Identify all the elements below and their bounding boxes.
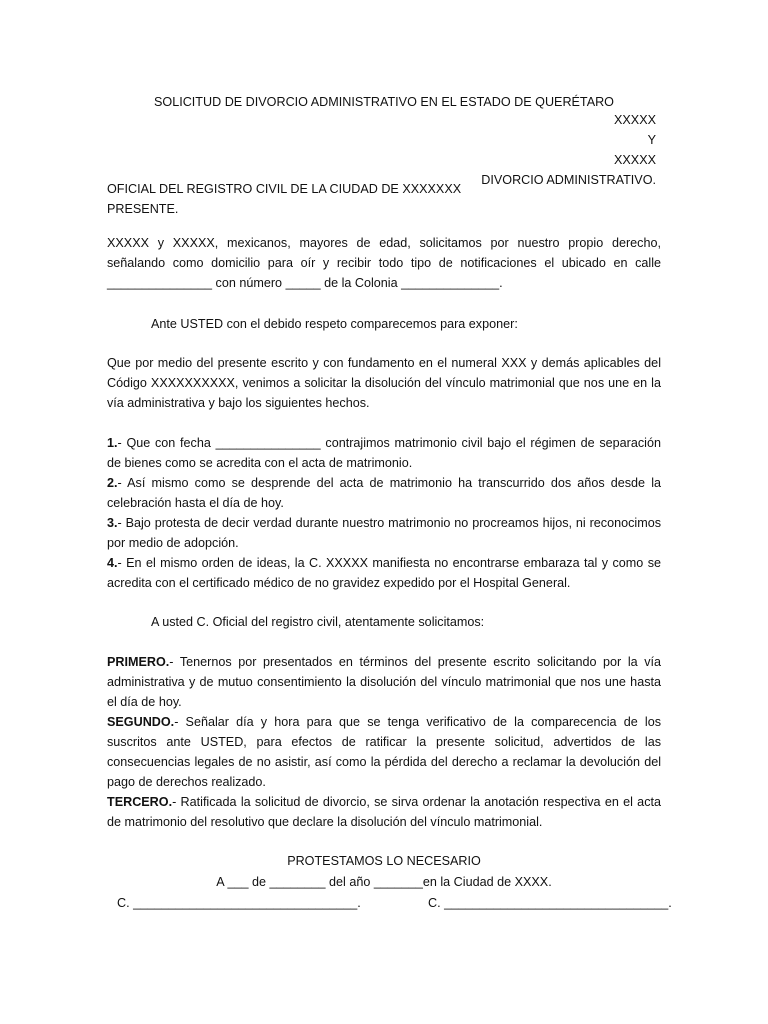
fact-text: - Así mismo como se desprende del acta de matrimonio ha transcurrido dos años desde la celebración hasta el día de hoy. [107,476,661,510]
header-right-line: DIVORCIO ADMINISTRATIVO. [481,173,656,187]
header-right-line: XXXXX [614,113,656,127]
petition-text: - Tenernos por presentados en términos del presente escrito solicitando por la vía administrativa y de mutuo consentimiento la disolución del vínculo matrimonial que nos une hasta el día de hoy. [107,655,661,709]
solicitamos-text: A usted C. Oficial del registro civil, atentamente solicitamos: [151,615,485,629]
addressee-block [107,179,461,219]
ante-text: Ante USTED con el debido respeto comparecemos para exponer: [151,317,518,331]
fact-number: 1. [107,436,118,450]
fact-text: - En el mismo orden de ideas, la C. XXXXX manifiesta no encontrarse embaraza tal y como se acredita con el certificado médico de no gravidez expedido por el Hospital General. [107,556,661,590]
fact-item [107,513,661,553]
fact-number: 3. [107,516,118,530]
petition-text: - Ratificada la solicitud de divorcio, se sirva ordenar la anotación respectiva en el acta de matrimonio del resolutivo que declare la disolución del vínculo matrimonial. [107,795,661,829]
facts-list [107,433,661,593]
petition-item [107,712,661,792]
petitions-list [107,652,661,832]
addressee-line: OFICIAL DEL REGISTRO CIVIL DE LA CIUDAD DE XXXXXXX [107,182,462,196]
fact-text: - Que con fecha _______________ contrajimos matrimonio civil bajo el régimen de separación de bienes como se acredita con el acta de matrimonio. [107,436,661,470]
petition-text: - Señalar día y hora para que se tenga verificativo de la comparecencia de los suscritos ante USTED, para efectos de ratificar la presente solicitud, advertidos de las consecuencias legales de no asistir, así como la pérdida del derecho a reclamar la devolución del pago de derechos realizado. [107,715,661,789]
petition-label: SEGUNDO. [107,715,175,729]
fact-number: 4. [107,556,118,570]
intro-text: XXXXX y XXXXX, mexicanos, mayores de edad, solicitamos por nuestro propio derecho, señalando como domicilio para oír y recibir todo tipo de notificaciones el ubicado en calle _______________ con número _____ de la Colonia ______________. [107,236,661,290]
protestamos-heading: PROTESTAMOS LO NECESARIO [287,854,481,868]
que-text: Que por medio del presente escrito y con fundamento en el numeral XXX y demás aplicables del Código XXXXXXXXXX, venimos a solicitar la disolución del vínculo matrimonial que nos une en la vía administrativa y bajo los siguientes hechos. [107,356,661,410]
fact-item [107,473,661,513]
document-title: SOLICITUD DE DIVORCIO ADMINISTRATIVO EN EL ESTADO DE QUERÉTARO [154,95,614,109]
petition-label: PRIMERO. [107,655,170,669]
addressee-line: PRESENTE. [107,202,179,216]
fact-item [107,553,661,593]
date-line: A ___ de ________ del año _______en la Ciudad de XXXX. [216,875,552,889]
solicitamos-paragraph [107,612,661,632]
petition-label: TERCERO. [107,795,173,809]
header-right-line: XXXXX [614,153,656,167]
fact-number: 2. [107,476,118,490]
intro-paragraph [107,233,661,293]
header-right-line: Y [647,133,656,147]
petition-item [107,652,661,712]
header-right-block [481,110,656,190]
fact-text: - Bajo protesta de decir verdad durante nuestro matrimonio no procreamos hijos, ni reconocimos por medio de adopción. [107,516,661,550]
que-paragraph [107,353,661,413]
petition-item [107,792,661,832]
fact-item [107,433,661,473]
ante-paragraph [107,314,661,334]
signature-line-right: C. ________________________________. [428,896,672,910]
signature-line-left: C. ________________________________. [117,896,361,910]
